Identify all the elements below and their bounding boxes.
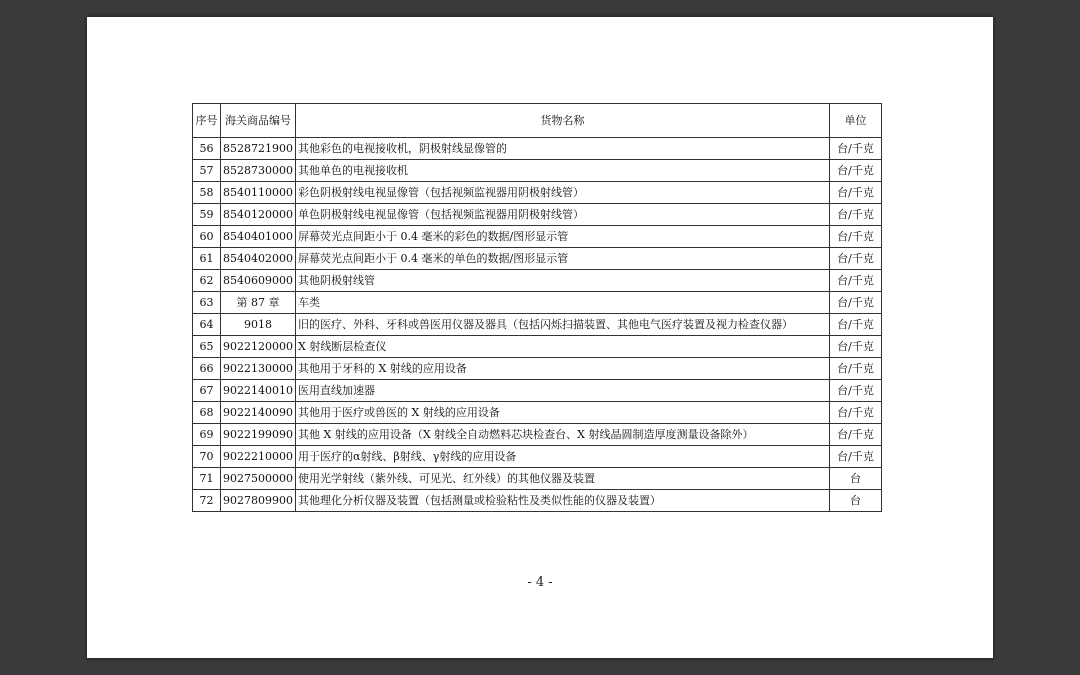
cell-seq: 64 xyxy=(193,314,221,336)
cell-seq: 72 xyxy=(193,490,221,512)
cell-code: 8540401000 xyxy=(221,226,296,248)
cell-name: 其他用于医疗或兽医的 X 射线的应用设备 xyxy=(296,402,830,424)
cell-code: 8528721900 xyxy=(221,138,296,160)
cell-name: 单色阴极射线电视显像管（包括视频监视器用阴极射线管） xyxy=(296,204,830,226)
cell-seq: 65 xyxy=(193,336,221,358)
header-unit: 单位 xyxy=(830,104,882,138)
cell-seq: 62 xyxy=(193,270,221,292)
cell-code: 8540120000 xyxy=(221,204,296,226)
cell-name: 车类 xyxy=(296,292,830,314)
cell-code: 8540402000 xyxy=(221,248,296,270)
cell-code: 第 87 章 xyxy=(221,292,296,314)
cell-seq: 67 xyxy=(193,380,221,402)
cell-seq: 69 xyxy=(193,424,221,446)
table-body xyxy=(193,138,882,512)
cell-seq: 58 xyxy=(193,182,221,204)
table-row xyxy=(193,226,882,248)
header-code: 海关商品编号 xyxy=(221,104,296,138)
table-row xyxy=(193,490,882,512)
cell-seq: 66 xyxy=(193,358,221,380)
page-number: - 4 - xyxy=(527,575,553,590)
cell-code: 8528730000 xyxy=(221,160,296,182)
cell-unit: 台/千克 xyxy=(830,358,882,380)
cell-unit: 台 xyxy=(830,490,882,512)
table-row xyxy=(193,160,882,182)
cell-unit: 台/千克 xyxy=(830,248,882,270)
cell-name: 其他理化分析仪器及装置（包括测量或检验粘性及类似性能的仪器及装置） xyxy=(296,490,830,512)
cell-code: 8540110000 xyxy=(221,182,296,204)
cell-unit: 台/千克 xyxy=(830,380,882,402)
cell-code: 9022140090 xyxy=(221,402,296,424)
cell-unit: 台/千克 xyxy=(830,226,882,248)
cell-name: X 射线断层检查仪 xyxy=(296,336,830,358)
cell-unit: 台/千克 xyxy=(830,402,882,424)
cell-unit: 台/千克 xyxy=(830,204,882,226)
cell-code: 9022210000 xyxy=(221,446,296,468)
cell-name: 屏幕荧光点间距小于 0.4 毫米的单色的数据/图形显示管 xyxy=(296,248,830,270)
cell-name: 使用光学射线（紫外线、可见光、红外线）的其他仪器及装置 xyxy=(296,468,830,490)
table-row xyxy=(193,138,882,160)
cell-code: 9022130000 xyxy=(221,358,296,380)
header-seq: 序号 xyxy=(193,104,221,138)
cell-name: 其他单色的电视接收机 xyxy=(296,160,830,182)
cell-seq: 61 xyxy=(193,248,221,270)
cell-unit: 台/千克 xyxy=(830,270,882,292)
cell-seq: 60 xyxy=(193,226,221,248)
cell-unit: 台/千克 xyxy=(830,182,882,204)
table-row xyxy=(193,182,882,204)
cell-unit: 台/千克 xyxy=(830,160,882,182)
table-row xyxy=(193,204,882,226)
cell-seq: 59 xyxy=(193,204,221,226)
cell-name: 其他用于牙科的 X 射线的应用设备 xyxy=(296,358,830,380)
cell-unit: 台/千克 xyxy=(830,446,882,468)
table-row xyxy=(193,446,882,468)
cell-code: 8540609000 xyxy=(221,270,296,292)
cell-code: 9022120000 xyxy=(221,336,296,358)
table-row xyxy=(193,248,882,270)
cell-code: 9022140010 xyxy=(221,380,296,402)
cell-name: 用于医疗的α射线、β射线、γ射线的应用设备 xyxy=(296,446,830,468)
cell-seq: 68 xyxy=(193,402,221,424)
table-row xyxy=(193,336,882,358)
cell-name: 彩色阴极射线电视显像管（包括视频监视器用阴极射线管） xyxy=(296,182,830,204)
cell-code: 9018 xyxy=(221,314,296,336)
cell-unit: 台/千克 xyxy=(830,424,882,446)
cell-seq: 71 xyxy=(193,468,221,490)
cell-unit: 台/千克 xyxy=(830,336,882,358)
document-page xyxy=(87,17,993,658)
cell-code: 9027500000 xyxy=(221,468,296,490)
cell-seq: 70 xyxy=(193,446,221,468)
cell-name: 其他彩色的电视接收机，阴极射线显像管的 xyxy=(296,138,830,160)
cell-unit: 台 xyxy=(830,468,882,490)
table-row xyxy=(193,292,882,314)
cell-unit: 台/千克 xyxy=(830,138,882,160)
cell-name: 其他阴极射线管 xyxy=(296,270,830,292)
cell-unit: 台/千克 xyxy=(830,292,882,314)
cell-name: 其他 X 射线的应用设备（X 射线全自动燃料芯块检查台、X 射线晶圆制造厚度测量设备除外） xyxy=(296,424,830,446)
cell-seq: 63 xyxy=(193,292,221,314)
table-row xyxy=(193,402,882,424)
cell-seq: 57 xyxy=(193,160,221,182)
goods-table xyxy=(192,103,882,512)
cell-code: 9027809900 xyxy=(221,490,296,512)
cell-code: 9022199090 xyxy=(221,424,296,446)
table-row xyxy=(193,468,882,490)
table-row xyxy=(193,270,882,292)
cell-name: 旧的医疗、外科、牙科或兽医用仪器及器具（包括闪烁扫描装置、其他电气医疗装置及视力检查仪器） xyxy=(296,314,830,336)
cell-unit: 台/千克 xyxy=(830,314,882,336)
table-row xyxy=(193,314,882,336)
table-row xyxy=(193,380,882,402)
table-row xyxy=(193,424,882,446)
cell-name: 医用直线加速器 xyxy=(296,380,830,402)
cell-seq: 56 xyxy=(193,138,221,160)
cell-name: 屏幕荧光点间距小于 0.4 毫米的彩色的数据/图形显示管 xyxy=(296,226,830,248)
table-row xyxy=(193,358,882,380)
table-header-row xyxy=(193,104,882,138)
header-name: 货物名称 xyxy=(296,104,830,138)
